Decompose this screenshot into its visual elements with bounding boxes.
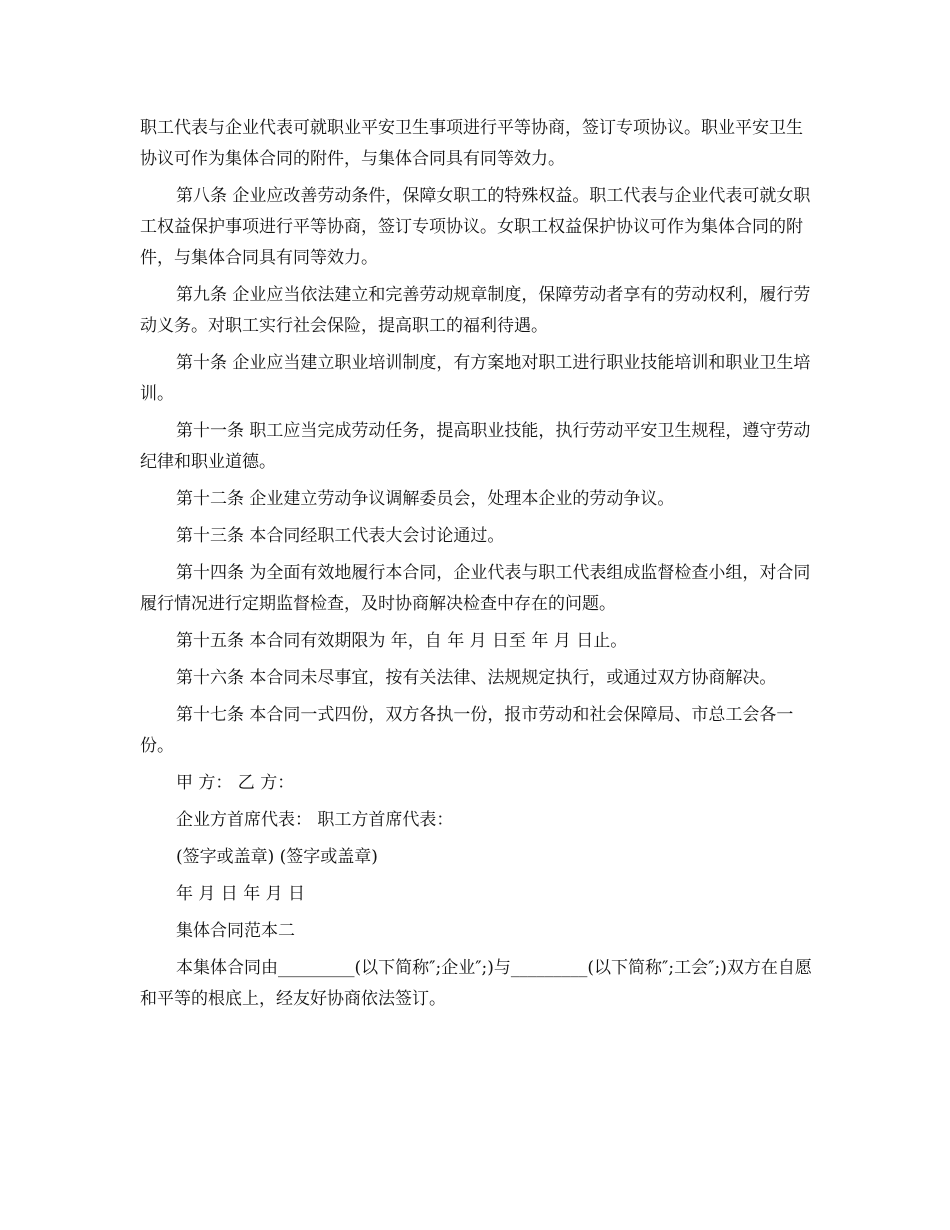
template-2-intro: 本集体合同由_________(以下简称″;企业″;)与_________(以下简称″;工会″;)双方在自愿和平等的根底上，经友好协商依法签订。 bbox=[140, 958, 812, 1009]
article-9: 第九条 企业应当依法建立和完善劳动规章制度，保障劳动者享有的劳动权利，履行劳动义务。对职工实行社会保险，提高职工的福利待遇。 bbox=[140, 285, 811, 336]
template-2-title: 集体合同范本二 bbox=[176, 921, 295, 941]
article-11: 第十一条 职工应当完成劳动任务，提高职业技能，执行劳动平安卫生规程，遵守劳动纪律和职业道德。 bbox=[140, 421, 811, 472]
article-12: 第十二条 企业建立劳动争议调解委员会，处理本企业的劳动争议。 bbox=[176, 489, 675, 509]
paragraph-continuation: 职工代表与企业代表可就职业平安卫生事项进行平等协商，签订专项协议。职业平安卫生协议可作为集体合同的附件，与集体合同具有同等效力。 bbox=[140, 118, 803, 169]
parties-line: 甲 方： 乙 方： bbox=[176, 773, 295, 793]
signatures-line: (签字或盖章) (签字或盖章) bbox=[176, 847, 378, 867]
article-8: 第八条 企业应改善劳动条件，保障女职工的特殊权益。职工代表与企业代表可就女职工权益保护事项进行平等协商，签订专项协议。女职工权益保护协议可作为集体合同的附件，与集体合同具有同等效力。 bbox=[140, 186, 811, 268]
representatives-line: 企业方首席代表： 职工方首席代表： bbox=[176, 810, 454, 830]
article-13: 第十三条 本合同经职工代表大会讨论通过。 bbox=[176, 526, 505, 546]
article-15: 第十五条 本合同有效期限为 年，自 年 月 日至 年 月 日止。 bbox=[176, 631, 628, 651]
article-10: 第十条 企业应当建立职业培训制度，有方案地对职工进行职业技能培训和职业卫生培训。 bbox=[140, 353, 811, 404]
article-16: 第十六条 本合同未尽事宜，按有关法律、法规规定执行，或通过双方协商解决。 bbox=[176, 668, 777, 688]
article-17: 第十七条 本合同一式四份，双方各执一份，报市劳动和社会保障局、市总工会各一份。 bbox=[140, 705, 794, 756]
dates-line: 年 月 日 年 月 日 bbox=[176, 884, 306, 904]
document-body bbox=[140, 113, 812, 1021]
article-14: 第十四条 为全面有效地履行本合同，企业代表与职工代表组成监督检查小组，对合同履行情况进行定期监督检查，及时协商解决检查中存在的问题。 bbox=[140, 563, 811, 614]
